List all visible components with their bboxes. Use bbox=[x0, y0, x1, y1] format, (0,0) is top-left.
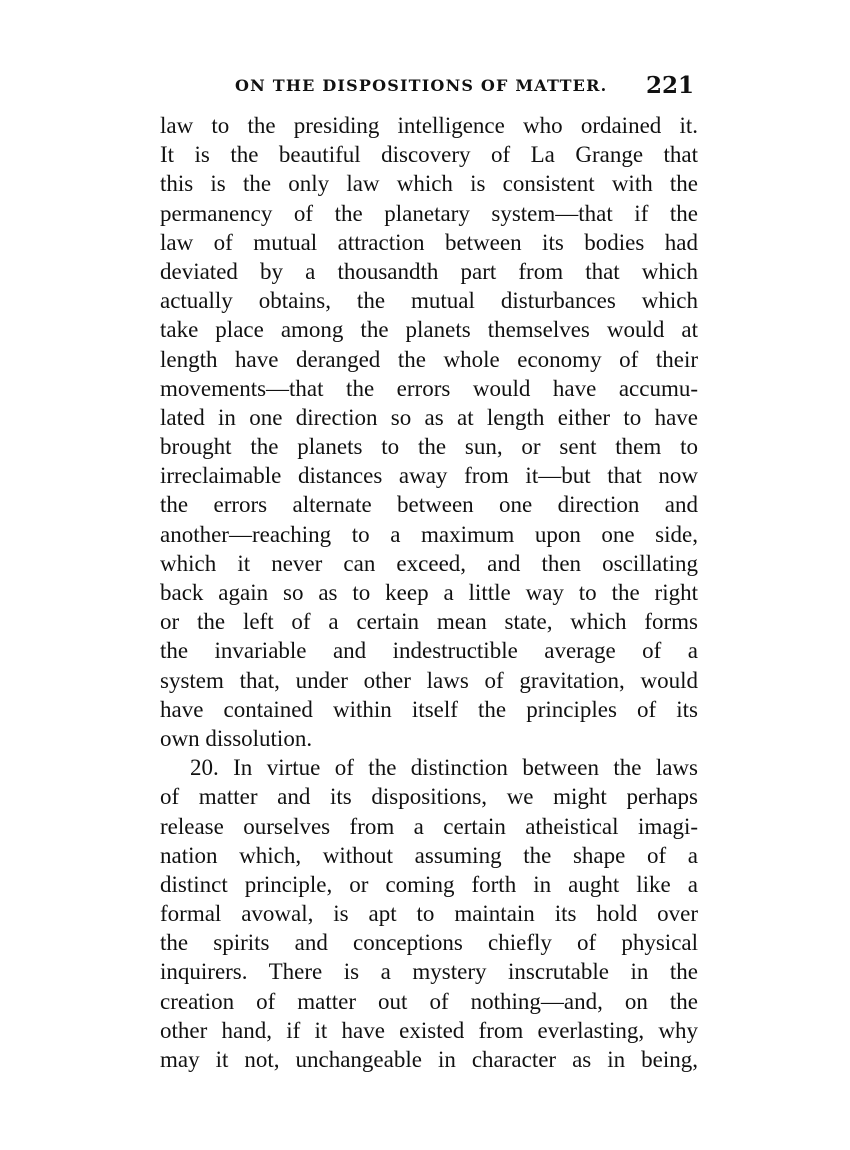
text-line: length have deranged the whole economy of their bbox=[160, 346, 698, 372]
text-line: permanency of the planetary system—that if the bbox=[160, 200, 698, 226]
paragraph-1 bbox=[160, 111, 698, 753]
text-line: the errors alternate between one direction and bbox=[160, 492, 698, 518]
running-title: ON THE DISPOSITIONS OF MATTER. bbox=[235, 76, 608, 95]
text-line: the invariable and indestructible average of a bbox=[160, 638, 698, 664]
text-line: actually obtains, the mutual disturbances which bbox=[160, 288, 698, 314]
page-number: 221 bbox=[645, 72, 694, 99]
text-line: may it not, unchangeable in character as in being, bbox=[160, 1047, 698, 1072]
text-line: take place among the planets themselves would at bbox=[160, 317, 698, 343]
text-line: brought the planets to the sun, or sent them to bbox=[160, 434, 698, 460]
text-line: inquirers. There is a mystery inscrutable in the bbox=[160, 959, 698, 985]
text-line: 20. In virtue of the distinction between the laws bbox=[190, 755, 698, 781]
text-line: formal avowal, is apt to maintain its hold over bbox=[160, 901, 698, 927]
text-line: nation which, without assuming the shape of a bbox=[160, 842, 698, 868]
text-line: creation of matter out of nothing—and, on the bbox=[160, 988, 698, 1014]
text-line: law to the presiding intelligence who ordained it. bbox=[160, 113, 698, 138]
text-line: It is the beautiful discovery of La Grange that bbox=[160, 142, 698, 168]
text-line: the spirits and conceptions chiefly of physical bbox=[160, 930, 698, 956]
text-line: lated in one direction so as at length either to have bbox=[160, 404, 698, 430]
text-line: of matter and its dispositions, we might perhaps bbox=[160, 784, 698, 810]
text-line: this is the only law which is consistent with the bbox=[160, 171, 698, 197]
text-line: have contained within itself the principles of its bbox=[160, 696, 698, 722]
text-line: which it never can exceed, and then oscillating bbox=[160, 550, 698, 576]
body-text bbox=[160, 111, 698, 1074]
text-line: back again so as to keep a little way to the right bbox=[160, 580, 698, 605]
text-line: release ourselves from a certain atheistical imagi- bbox=[160, 813, 698, 839]
running-head bbox=[160, 72, 700, 102]
text-line: another—reaching to a maximum upon one side, bbox=[160, 521, 698, 547]
text-line: own dissolution. bbox=[160, 725, 313, 751]
text-line: distinct principle, or coming forth in aught like a bbox=[160, 871, 698, 897]
text-line: other hand, if it have existed from everlasting, why bbox=[160, 1017, 698, 1043]
text-line: movements—that the errors would have accumu- bbox=[160, 375, 698, 401]
paragraph-2 bbox=[160, 753, 698, 1074]
text-line: deviated by a thousandth part from that which bbox=[160, 258, 698, 284]
text-line: system that, under other laws of gravitation, would bbox=[160, 667, 698, 693]
text-line: law of mutual attraction between its bodies had bbox=[160, 229, 698, 255]
text-line: irreclaimable distances away from it—but that now bbox=[160, 463, 698, 489]
text-line: or the left of a certain mean state, which forms bbox=[160, 609, 698, 635]
